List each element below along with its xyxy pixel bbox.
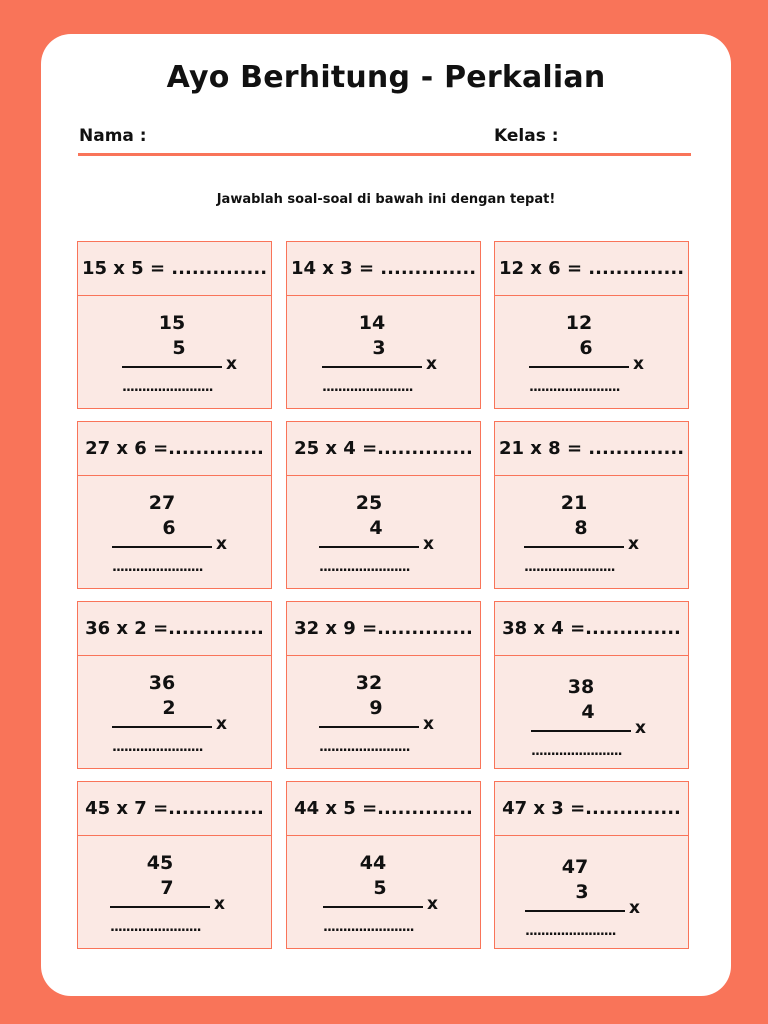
problem-card-8 xyxy=(286,601,481,769)
problem-equation: 32 x 9 =.............. xyxy=(287,602,480,656)
problem-card-4 xyxy=(77,421,272,589)
sum-line xyxy=(524,546,624,548)
sum-line xyxy=(112,726,212,728)
answer-blank: ....................... xyxy=(122,380,213,395)
sum-line xyxy=(529,366,629,368)
problem-work-area xyxy=(495,476,688,590)
answer-blank: ....................... xyxy=(319,740,410,755)
problem-work-area xyxy=(78,476,271,590)
multiplicand: 14 xyxy=(358,312,386,334)
multiplicand: 44 xyxy=(359,852,387,874)
problem-equation: 15 x 5 = .............. xyxy=(78,242,271,296)
problem-work-area xyxy=(78,296,271,410)
problem-work-area xyxy=(287,296,480,410)
multiplier: 5 xyxy=(373,877,387,899)
problem-equation: 25 x 4 =.............. xyxy=(287,422,480,476)
multiplier: 7 xyxy=(160,877,174,899)
problem-card-10 xyxy=(77,781,272,949)
multiplier: 5 xyxy=(172,337,186,359)
sum-line xyxy=(112,546,212,548)
problem-work-area xyxy=(287,656,480,770)
multiplier: 6 xyxy=(162,517,176,539)
multiply-operator: x xyxy=(423,714,434,734)
problem-work-area xyxy=(495,296,688,410)
problem-equation: 27 x 6 =.............. xyxy=(78,422,271,476)
multiplicand: 25 xyxy=(355,492,383,514)
sum-line xyxy=(531,730,631,732)
problem-equation: 14 x 3 = .............. xyxy=(287,242,480,296)
problem-card-1 xyxy=(77,241,272,409)
multiply-operator: x xyxy=(214,894,225,914)
problem-card-12 xyxy=(494,781,689,949)
multiply-operator: x xyxy=(427,894,438,914)
problem-card-9 xyxy=(494,601,689,769)
problem-work-area xyxy=(495,836,688,950)
sum-line xyxy=(122,366,222,368)
multiplier: 2 xyxy=(162,697,176,719)
multiply-operator: x xyxy=(635,718,646,738)
multiplier: 8 xyxy=(574,517,588,539)
multiplicand: 27 xyxy=(148,492,176,514)
problem-equation: 38 x 4 =.............. xyxy=(495,602,688,656)
multiplicand: 21 xyxy=(560,492,588,514)
multiplicand: 32 xyxy=(355,672,383,694)
instruction-text: Jawablah soal-soal di bawah ini dengan tepat! xyxy=(216,192,556,207)
answer-blank: ....................... xyxy=(110,920,201,935)
multiplicand: 47 xyxy=(561,856,589,878)
problem-equation: 45 x 7 =.............. xyxy=(78,782,271,836)
multiply-operator: x xyxy=(216,714,227,734)
problem-card-11 xyxy=(286,781,481,949)
multiplicand: 12 xyxy=(565,312,593,334)
problem-work-area xyxy=(78,656,271,770)
multiplicand: 45 xyxy=(146,852,174,874)
problem-equation: 36 x 2 =.............. xyxy=(78,602,271,656)
worksheet xyxy=(41,34,731,996)
answer-blank: ....................... xyxy=(529,380,620,395)
multiply-operator: x xyxy=(216,534,227,554)
problem-work-area xyxy=(78,836,271,950)
class-label: Kelas : xyxy=(494,126,559,146)
problem-work-area xyxy=(287,836,480,950)
multiplier: 9 xyxy=(369,697,383,719)
sum-line xyxy=(323,906,423,908)
answer-blank: ....................... xyxy=(525,924,616,939)
multiplicand: 38 xyxy=(567,676,595,698)
sum-line xyxy=(322,366,422,368)
problem-equation: 47 x 3 =.............. xyxy=(495,782,688,836)
problem-equation: 12 x 6 = .............. xyxy=(495,242,688,296)
worksheet-title: Ayo Berhitung - Perkalian xyxy=(166,60,606,95)
answer-blank: ....................... xyxy=(319,560,410,575)
sum-line xyxy=(110,906,210,908)
answer-blank: ....................... xyxy=(524,560,615,575)
multiply-operator: x xyxy=(423,534,434,554)
multiplicand: 36 xyxy=(148,672,176,694)
multiply-operator: x xyxy=(629,898,640,918)
problem-card-2 xyxy=(286,241,481,409)
multiplier: 3 xyxy=(372,337,386,359)
answer-blank: ....................... xyxy=(112,560,203,575)
multiply-operator: x xyxy=(426,354,437,374)
header-divider xyxy=(78,153,691,156)
answer-blank: ....................... xyxy=(322,380,413,395)
multiply-operator: x xyxy=(628,534,639,554)
multiply-operator: x xyxy=(633,354,644,374)
problem-equation: 44 x 5 =.............. xyxy=(287,782,480,836)
problem-card-7 xyxy=(77,601,272,769)
problem-work-area xyxy=(287,476,480,590)
problem-equation: 21 x 8 = .............. xyxy=(495,422,688,476)
name-label: Nama : xyxy=(79,126,147,146)
multiplier: 3 xyxy=(575,881,589,903)
sum-line xyxy=(319,546,419,548)
sum-line xyxy=(525,910,625,912)
multiplier: 4 xyxy=(581,701,595,723)
problem-work-area xyxy=(495,656,688,770)
multiplier: 6 xyxy=(579,337,593,359)
multiplicand: 15 xyxy=(158,312,186,334)
multiplier: 4 xyxy=(369,517,383,539)
problem-card-3 xyxy=(494,241,689,409)
answer-blank: ....................... xyxy=(323,920,414,935)
answer-blank: ....................... xyxy=(112,740,203,755)
answer-blank: ....................... xyxy=(531,744,622,759)
problem-card-6 xyxy=(494,421,689,589)
sum-line xyxy=(319,726,419,728)
multiply-operator: x xyxy=(226,354,237,374)
problem-card-5 xyxy=(286,421,481,589)
